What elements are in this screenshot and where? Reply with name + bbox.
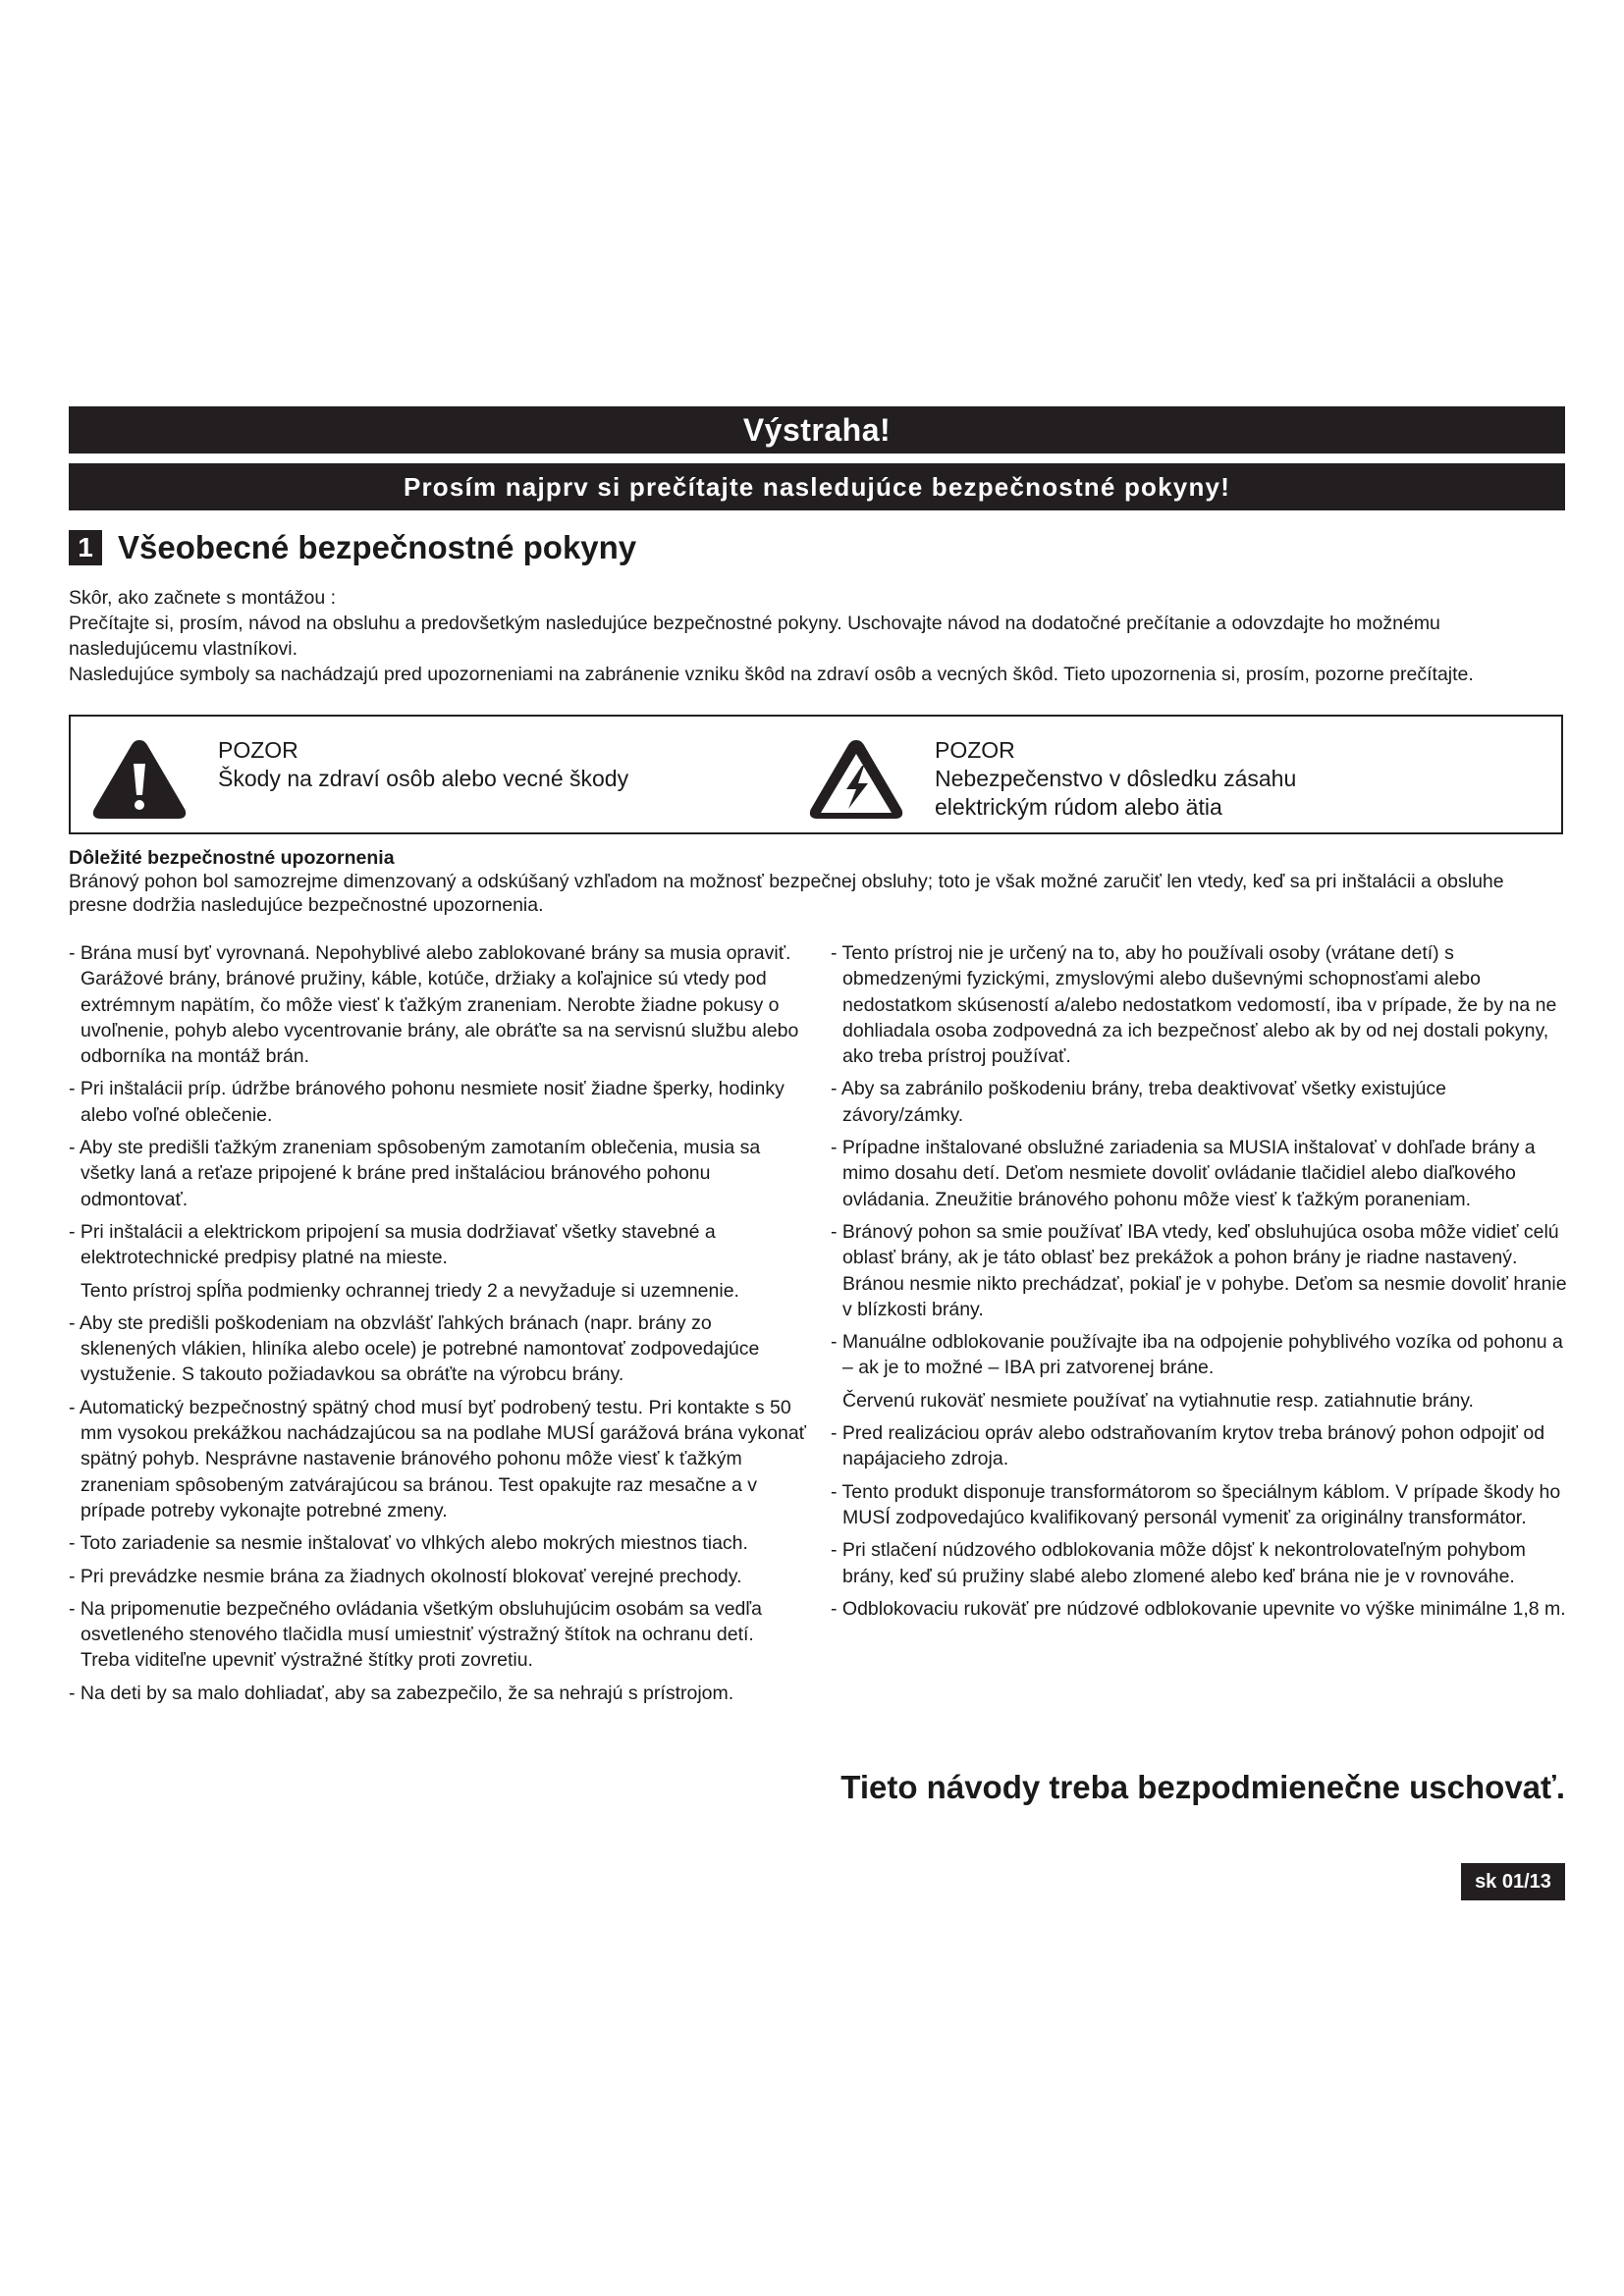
closing-statement: Tieto návody treba bezpodmienečne uschovať. <box>840 1769 1565 1805</box>
list-item: - Tento produkt disponuje transformátorom so špeciálnym káblom. V prípade škody ho MUSÍ zodpovedajúco kvalifikovaný personál vymeniť za originálny transformátor. <box>831 1480 1561 1528</box>
list-item: - Bránový pohon sa smie používať IBA vtedy, keď obsluhujúca osoba môže vidieť celú oblasť brány, ak je táto oblasť bez prekážok a pohon brány je riadne nastavený. Bránou nesmie nikto prechádzať, pokiaľ je v pohybe. Deťom sa nesmie dovoliť hranie v blízkosti brány. <box>831 1220 1567 1320</box>
list-item: Tento prístroj spĺňa podmienky ochrannej triedy 2 a nevyžaduje si uzemnenie. <box>81 1279 739 1302</box>
page-number-badge: sk 01/13 <box>1461 1863 1565 1900</box>
list-item: - Pri stlačení núdzového odblokovania môže dôjsť k nekontrolovateľným pohybom brány, keď sú pružiny slabé alebo zlomené alebo keď brána nie je v rovnováhe. <box>831 1539 1526 1587</box>
section-number: 1 <box>69 530 102 565</box>
list-item: - Brána musí byť vyrovnaná. Nepohyblivé alebo zablokované brány sa musia opraviť. Garážové brány, bránové pružiny, káble, kotúče, držiaky a koľajnice sú vtedy pod extrémnym napätím, čo môže viesť k ťažkým zraneniam. Nerobte žiadne pokusy o uvoľnenie, pohyb alebo vycentrovanie brány, ale obráťte sa na servisnú službu alebo odborníka na montáž brán. <box>69 942 799 1068</box>
list-item: - Aby ste predišli ťažkým zraneniam spôsobeným zamotaním oblečenia, musia sa všetky laná a reťaze pripojené k bráne pred inštaláciou bránového pohonu odmontovať. <box>69 1137 761 1210</box>
list-item: - Aby sa zabránilo poškodeniu brány, treba deaktivovať všetky existujúce závory/zámky. <box>831 1078 1446 1126</box>
list-item: - Pri prevádzke nesmie brána za žiadnych okolností blokovať verejné prechody. <box>69 1565 742 1587</box>
list-item: - Pred realizáciou opráv alebo odstraňovaním krytov treba bránový pohon odpojiť od napájacieho zdroja. <box>831 1422 1545 1470</box>
left-column <box>69 940 807 1713</box>
list-item: - Aby ste predišli poškodeniam na obzvlášť ľahkých bránach (napr. brány zo sklenených vlákien, hliníka alebo ocele) je potrebné namontovať zodpovedajúce vystuženie. S takouto požiadavkou sa obráťte na výrobcu brány. <box>69 1311 760 1386</box>
important-notes-text: Bránový pohon bol samozrejme dimenzovaný a odskúšaný vzhľadom na možnosť bezpečnej obsluhy; toto je však možné zaručiť len vtedy, keď sa pri inštalácii a obsluhe presne dodržia nasledujúce bezpečnostné upozornenia. <box>69 871 1504 916</box>
safety-subtitle-banner: Prosím najprv si prečítajte nasledujúce bezpečnostné pokyny! <box>69 463 1565 510</box>
right-column <box>831 940 1569 1629</box>
list-item: - Tento prístroj nie je určený na to, aby ho používali osoby (vrátane detí) s obmedzenými fyzickými, zmyslovými alebo duševnými schopnosťami alebo nedostatkom skúseností a/alebo nedostatkom vedomostí, iba v prípade, že by na ne dohliadala osoba zodpovedná za ich bezpečnosť alebo ak by od nej dostali pokyny, ako treba prístroj používať. <box>831 942 1557 1068</box>
intro-line: Nasledujúce symboly sa nachádzajú pred upozorneniami na zabránenie vzniku škôd na zdraví osôb a vecných škôd. Tieto upozornenia si, prosím, pozorne prečítajte. <box>69 664 1474 685</box>
general-warning <box>90 736 628 821</box>
warning-banner: Výstraha! <box>69 406 1565 454</box>
list-item: - Automatický bezpečnostný spätný chod musí byť podrobený testu. Pri kontakte s 50 mm vysokou prekážkou nachádzajúcou sa na podlahe MUSÍ garážová brána vykonať spätný pohyb. Nesprávne nastavenie bránového pohonu môže viesť k ťažkým zraneniam spôsobeným zatvárajúcou sa bránou. Test opakujte raz mesačne a v prípade potreby vykonajte potrebné zmeny. <box>69 1396 806 1522</box>
list-item: - Manuálne odblokovanie používajte iba na odpojenie pohyblivého vozíka od pohonu a – ak je to možné – IBA pri zatvorenej bráne. <box>831 1331 1563 1379</box>
list-item: - Toto zariadenie sa nesmie inštalovať vo vlhkých alebo mokrých miestnos tiach. <box>69 1532 748 1555</box>
intro-line: Skôr, ako začnete s montážou : <box>69 587 337 609</box>
intro-text <box>69 585 1565 687</box>
list-item: - Odblokovaciu rukoväť pre núdzové odblokovanie upevnite vo výške minimálne 1,8 m. <box>831 1597 1566 1620</box>
section-heading <box>69 526 636 569</box>
electric-warning <box>807 736 1296 822</box>
general-warning-title: POZOR <box>218 737 298 763</box>
electric-warning-title: POZOR <box>935 737 1015 763</box>
list-item: - Prípadne inštalované obslužné zariadenia sa MUSIA inštalovať v dohľade brány a mimo dosahu detí. Deťom nesmiete dovoliť ovládanie tlačidiel alebo diaľkového ovládania. Zneužitie bránového pohonu môže viesť k ťažkým poraneniam. <box>831 1137 1536 1210</box>
section-title: Všeobecné bezpečnostné pokyny <box>118 529 637 565</box>
warning-symbols-box <box>69 715 1563 834</box>
important-notes-title: Dôležité bezpečnostné upozornenia <box>69 847 395 869</box>
general-warning-description: Škody na zdraví osôb alebo vecné škody <box>218 766 629 791</box>
page <box>69 0 1565 2296</box>
important-notes <box>69 846 1565 917</box>
list-item: - Na deti by sa malo dohliadať, aby sa zabezpečilo, že sa nehrajú s prístrojom. <box>69 1682 734 1704</box>
list-item: Červenú rukoväť nesmiete používať na vytiahnutie resp. zatiahnutie brány. <box>842 1389 1474 1412</box>
list-item: - Pri inštalácii príp. údržbe bránového pohonu nesmiete nosiť žiadne šperky, hodinky alebo voľné oblečenie. <box>69 1078 785 1126</box>
electric-warning-description: Nebezpečenstvo v dôsledku zásahu <box>935 766 1297 791</box>
electric-shock-warning-icon <box>807 736 905 821</box>
intro-line: Prečítajte si, prosím, návod na obsluhu a predovšetkým nasledujúce bezpečnostné pokyny. Uschovajte návod na dodatočné prečítanie a odovzdajte ho možnému nasledujúcemu vlastníkovi. <box>69 613 1440 660</box>
electric-warning-description: elektrickým rúdom alebo ätia <box>935 794 1222 820</box>
general-warning-text <box>218 736 628 793</box>
list-item: - Na pripomenutie bezpečného ovládania všetkým obsluhujúcim osobám sa vedľa osvetleného stenového tlačidla musí umiestniť výstražný štítok na ochranu detí. Treba viditeľne upevniť výstražné štítky proti zovretiu. <box>69 1597 762 1672</box>
electric-warning-text <box>935 736 1296 822</box>
list-item: - Pri inštalácii a elektrickom pripojení sa musia dodržiavať všetky stavebné a elektrotechnické predpisy platné na mieste. <box>69 1220 716 1269</box>
exclamation-warning-icon <box>90 736 189 821</box>
